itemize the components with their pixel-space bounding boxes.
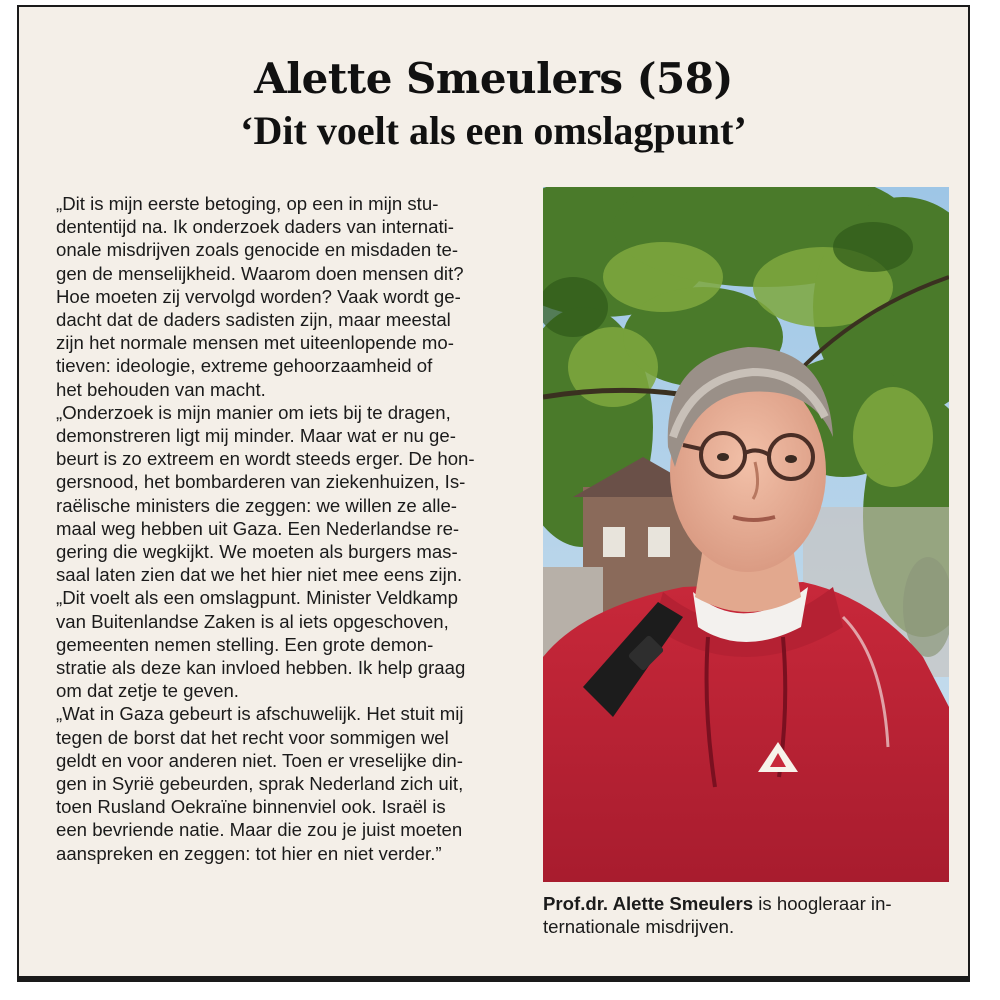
body-line: dacht dat de daders sadisten zijn, maar meestal [56, 309, 451, 331]
article-frame [17, 5, 970, 982]
body-line: gering die wegkijkt. We moeten als burgers mas- [56, 541, 458, 563]
caption-line-1 [543, 892, 953, 915]
body-line: gersnood, het bombarderen van ziekenhuizen, Is- [56, 471, 466, 493]
subheadline: ‘Dit voelt als een omslagpunt’ [240, 108, 747, 153]
body-line: stratie als deze kan invloed hebben. Ik help graag [56, 657, 466, 679]
body-line: het behouden van macht. [56, 378, 266, 400]
body-line: raëlische ministers die zeggen: we willen ze alle- [56, 494, 457, 516]
body-line: dententijd na. Ik onderzoek daders van internati- [56, 216, 454, 238]
body-line: zijn het normale mensen met uiteenlopende mo- [56, 332, 454, 354]
body-line: beurt is zo extreem en wordt steeds erger. De hon- [56, 448, 475, 470]
body-line: demonstreren ligt mij minder. Maar wat er nu ge- [56, 425, 456, 447]
body-line: „Wat in Gaza gebeurt is afschuwelijk. Het stuit mij [56, 703, 464, 725]
body-line: „Dit is mijn eerste betoging, op een in mijn stu- [56, 193, 439, 214]
body-line: maal weg hebben uit Gaza. Een Nederlandse re- [56, 517, 460, 539]
article-body [56, 192, 531, 865]
caption-text: is hoogleraar in- [753, 893, 892, 914]
body-line: tegen de borst dat het recht voor sommigen wel [56, 726, 449, 748]
body-line: gen de menselijkheid. Waarom doen mensen dit? [56, 262, 464, 284]
body-line: toen Rusland Oekraïne binnenviel ook. Israël is [56, 796, 446, 818]
body-line: geldt en voor anderen niet. Toen er vreselijke din- [56, 749, 463, 771]
headline: Alette Smeulers (58) [254, 54, 733, 103]
body-line: „Dit voelt als een omslagpunt. Minister Veldkamp [56, 587, 459, 609]
body-line: gen in Syrië gebeurden, sprak Nederland zich uit, [56, 773, 464, 795]
body-line: onale misdrijven zoals genocide en misdaden te- [56, 239, 459, 261]
caption-line-2: ternationale misdrijven. [543, 916, 735, 938]
body-line: aanspreken en zeggen: tot hier en niet verder.” [56, 842, 442, 864]
portrait-illustration [543, 187, 949, 882]
body-line: Hoe moeten zij vervolgd worden? Vaak wordt ge- [56, 285, 461, 307]
body-line: van Buitenlandse Zaken is al iets opgeschoven, [56, 610, 449, 632]
body-line: saal laten zien dat we het hier niet mee eens zijn. [56, 564, 463, 586]
body-line: om dat zetje te geven. [56, 680, 239, 702]
portrait-photo [543, 187, 949, 882]
caption-name: Prof.dr. Alette Smeulers [543, 893, 754, 914]
body-line: tieven: ideologie, extreme gehoorzaamheid of [56, 355, 433, 377]
photo-caption [543, 892, 953, 938]
body-line: een bevriende natie. Maar die zou je juist moeten [56, 819, 463, 841]
body-line: gemeenten nemen stelling. Een grote demon- [56, 633, 434, 655]
body-line: „Onderzoek is mijn manier om iets bij te dragen, [56, 401, 451, 423]
